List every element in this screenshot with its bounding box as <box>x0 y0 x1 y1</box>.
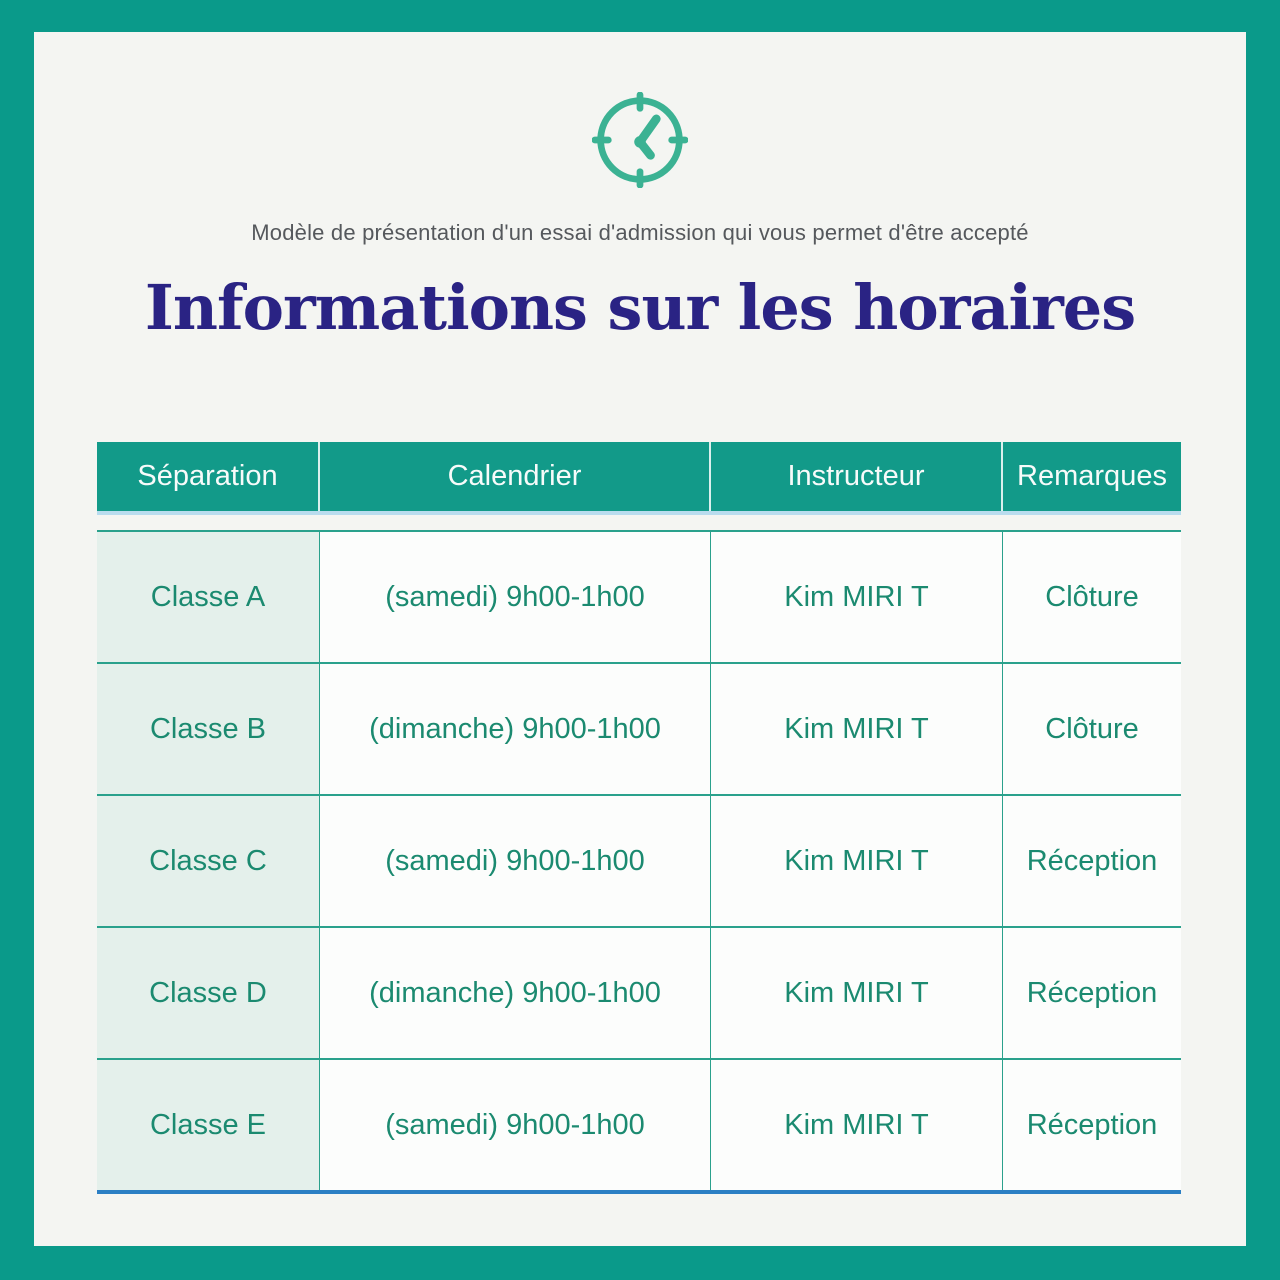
cell-instructeur: Kim MIRI T <box>711 928 1003 1058</box>
clock-icon <box>592 92 688 188</box>
cell-calendrier: (samedi) 9h00-1h00 <box>320 1060 711 1190</box>
page-title: Informations sur les horaires <box>144 271 1136 344</box>
table-row <box>97 928 1181 1060</box>
cell-calendrier: (samedi) 9h00-1h00 <box>320 532 711 662</box>
cell-calendrier: (dimanche) 9h00-1h00 <box>320 664 711 794</box>
cell-instructeur: Kim MIRI T <box>711 532 1003 662</box>
cell-remarques: Réception <box>1003 1060 1181 1190</box>
cell-remarques: Réception <box>1003 928 1181 1058</box>
table-header-row <box>97 442 1181 515</box>
column-header-instructeur: Instructeur <box>711 442 1003 511</box>
clock-icon-wrap <box>34 92 1246 188</box>
column-header-separation: Séparation <box>97 442 320 511</box>
cell-separation: Classe B <box>97 664 320 794</box>
cell-remarques: Clôture <box>1003 664 1181 794</box>
cell-calendrier: (samedi) 9h00-1h00 <box>320 796 711 926</box>
table-body <box>97 530 1181 1194</box>
cell-separation: Classe C <box>97 796 320 926</box>
cell-separation: Classe D <box>97 928 320 1058</box>
column-header-remarques: Remarques <box>1017 460 1167 492</box>
table-row <box>97 1060 1181 1190</box>
slide-page <box>34 32 1246 1246</box>
table-row <box>97 796 1181 928</box>
table-row <box>97 664 1181 796</box>
cell-instructeur: Kim MIRI T <box>711 1060 1003 1190</box>
table-row <box>97 532 1181 664</box>
cell-remarques: Réception <box>1003 796 1181 926</box>
cell-separation: Classe E <box>97 1060 320 1190</box>
cell-remarques: Clôture <box>1003 532 1181 662</box>
schedule-table <box>97 442 1181 1194</box>
cell-calendrier: (dimanche) 9h00-1h00 <box>320 928 711 1058</box>
cell-separation: Classe A <box>97 532 320 662</box>
slide-subtitle: Modèle de présentation d'un essai d'admission qui vous permet d'être accepté <box>251 220 1029 245</box>
column-header-calendrier: Calendrier <box>320 442 711 511</box>
cell-instructeur: Kim MIRI T <box>711 664 1003 794</box>
cell-instructeur: Kim MIRI T <box>711 796 1003 926</box>
